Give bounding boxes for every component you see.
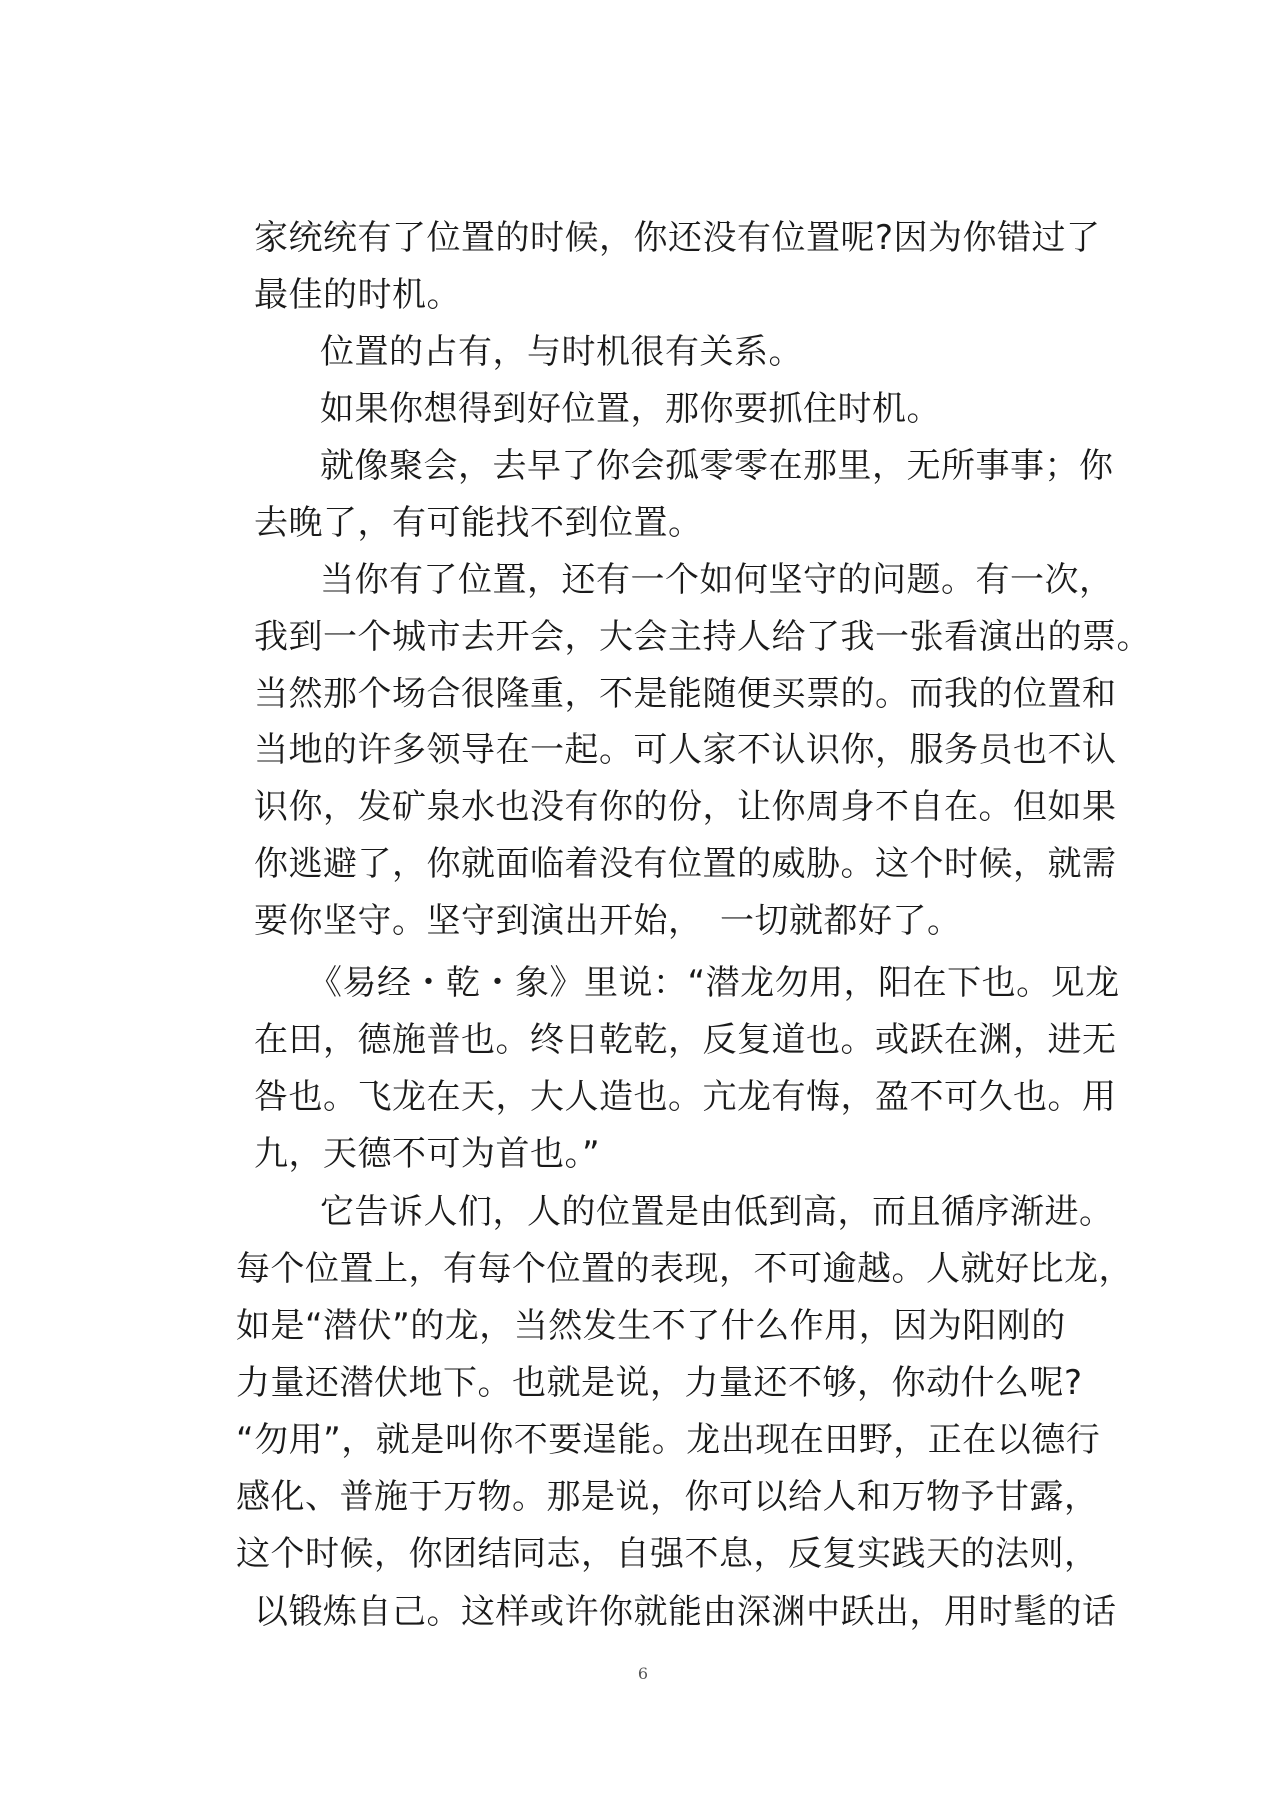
text-line: 位置的占有，与时机很有关系。 [320,332,803,372]
text-line: 这个时候，你团结同志，自强不息，反复实践天的法则， [236,1534,1099,1574]
text-line: “勿用”，就是叫你不要逞能。龙出现在田野，正在以德行 [236,1420,1101,1460]
text-line: 感化、普施于万物。那是说，你可以给人和万物予甘露， [236,1477,1099,1517]
text-line: 就像聚会，去早了你会孤零零在那里，无所事事；你 [320,446,1114,486]
text-line: 当然那个场合很隆重，不是能随便买票的。而我的位置和 [254,674,1117,714]
text-line: 如果你想得到好位置，那你要抓住时机。 [320,389,941,429]
text-line: 如是“潜伏”的龙，当然发生不了什么作用，因为阳刚的 [236,1306,1066,1346]
text-line: 《易经・乾・象》里说：“潜龙勿用，阳在下也。见龙 [308,963,1120,1003]
text-line: 以锻炼自己。这样或许你就能由深渊中跃出，用时髦的话 [254,1592,1117,1632]
text-line: 力量还潜伏地下。也就是说，力量还不够，你动什么呢? [236,1363,1083,1403]
text-line: 你逃避了，你就面临着没有位置的威胁。这个时候，就需 [254,844,1117,884]
text-line: 当地的许多领导在一起。可人家不认识你，服务员也不认 [254,730,1117,770]
text-line: 最佳的时机。 [254,275,461,315]
text-line: 我到一个城市去开会，大会主持人给了我一张看演出的票。 [254,617,1151,657]
text-line: 九，天德不可为首也。” [254,1134,601,1174]
text-line: 要你坚守。坚守到演出开始， 一切就都好了。 [254,901,962,941]
text-line: 在田，德施普也。终日乾乾，反复道也。或跃在渊，进无 [254,1020,1117,1060]
text-line: 咎也。飞龙在天，大人造也。亢龙有悔，盈不可久也。用 [254,1077,1117,1117]
text-line: 识你，发矿泉水也没有你的份，让你周身不自在。但如果 [254,787,1117,827]
text-line: 它告诉人们，人的位置是由低到高，而且循序渐进。 [320,1192,1114,1232]
text-line: 当你有了位置，还有一个如何坚守的问题。有一次， [320,560,1114,600]
text-line: 去晚了，有可能找不到位置。 [254,503,703,543]
page-number: 6 [637,1664,649,1683]
text-line: 每个位置上，有每个位置的表现，不可逾越。人就好比龙， [236,1249,1133,1289]
text-line: 家统统有了位置的时候，你还没有位置呢?因为你错过了 [254,218,1101,258]
